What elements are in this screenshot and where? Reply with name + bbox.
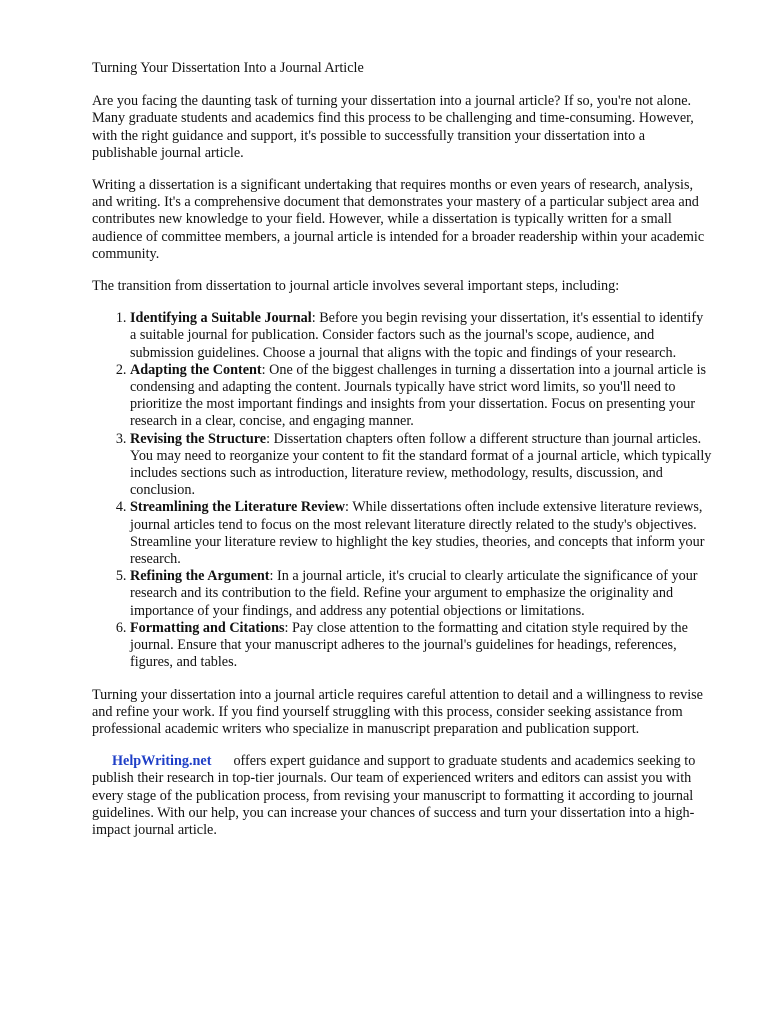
step-title: Refining the Argument xyxy=(130,568,270,585)
step-title: Revising the Structure xyxy=(130,430,267,447)
helpwriting-link[interactable]: HelpWriting.net xyxy=(112,753,212,770)
list-item xyxy=(130,568,712,620)
step-title: Streamlining the Literature Review xyxy=(130,499,346,516)
step-title: Identifying a Suitable Journal xyxy=(130,310,312,327)
promo-paragraph xyxy=(92,753,712,839)
step-title: Formatting and Citations xyxy=(130,619,285,636)
step-text: : While dissertations often include extensive literature reviews, journal articles tend to focus on the most relevant literature directly related to the study's objectives. Streamline your literature review to highlight the key studies, theories, and concepts that inform your research. xyxy=(130,499,705,568)
promo-text: offers expert guidance and support to graduate students and academics seeking to publish their research in top-tier journals. Our team of experienced writers and editors can assist you with every stage of the publication process, from revising your manuscript to formatting it according to journal guidelines. With our help, you can increase your chances of success and turn your dissertation into a high-impact journal article. xyxy=(92,753,696,838)
document-page xyxy=(92,60,712,854)
step-title: Adapting the Content xyxy=(130,361,262,378)
step-text: : One of the biggest challenges in turning a dissertation into a journal article is condensing and adapting the content. Journals typically have strict word limits, so you'll need to prioritize the most important findings and insights from your dissertation. Focus on presenting your research in a clear, concise, and engaging manner. xyxy=(130,361,707,430)
list-item xyxy=(130,499,712,568)
intro-paragraph-1: Are you facing the daunting task of turning your dissertation into a journal article? If so, you're not alone. Many graduate students and academics find this process to be challenging and time-consuming. However, with the right guidance and support, it's possible to successfully transition your dissertation into a publishable journal article. xyxy=(92,93,694,161)
document-title: Turning Your Dissertation Into a Journal Article xyxy=(92,60,364,76)
list-item xyxy=(130,620,712,672)
steps-list xyxy=(92,310,712,671)
list-item xyxy=(130,310,712,362)
closing-paragraph: Turning your dissertation into a journal article requires careful attention to detail and a willingness to revise and refine your work. If you find yourself struggling with this process, consider seeking assistance from professional academic writers who specialize in manuscript preparation and publication support. xyxy=(92,686,703,737)
step-text: : Pay close attention to the formatting and citation style required by the journal. Ensure that your manuscript adheres to the journal's guidelines for headings, references, figures, and tables. xyxy=(130,619,688,671)
intro-paragraph-3: The transition from dissertation to journal article involves several important steps, including: xyxy=(92,278,620,295)
intro-paragraph-2: Writing a dissertation is a significant undertaking that requires months or even years of research, analysis, and writing. It's a comprehensive document that demonstrates your mastery of a particular subject area and contributes new knowledge to your field. However, while a dissertation is typically written for a small audience of committee members, a journal article is intended for a broader readership within your academic community. xyxy=(92,177,705,262)
list-item xyxy=(130,431,712,500)
step-text: : In a journal article, it's crucial to clearly articulate the significance of your research and its contribution to the field. Refine your argument to emphasize the originality and importance of your findings, and address any potential objections or limitations. xyxy=(130,568,698,619)
step-text: : Dissertation chapters often follow a different structure than journal articles. You may need to reorganize your content to fit the standard format of a journal article, which typically includes sections such as introduction, literature review, methodology, results, discussion, and conclusion. xyxy=(130,430,712,499)
step-text: : Before you begin revising your dissertation, it's essential to identify a suitable journal for publication. Consider factors such as the journal's scope, audience, and submission guidelines. Choose a journal that aligns with the topic and findings of your research. xyxy=(130,310,704,361)
list-item xyxy=(130,362,712,431)
